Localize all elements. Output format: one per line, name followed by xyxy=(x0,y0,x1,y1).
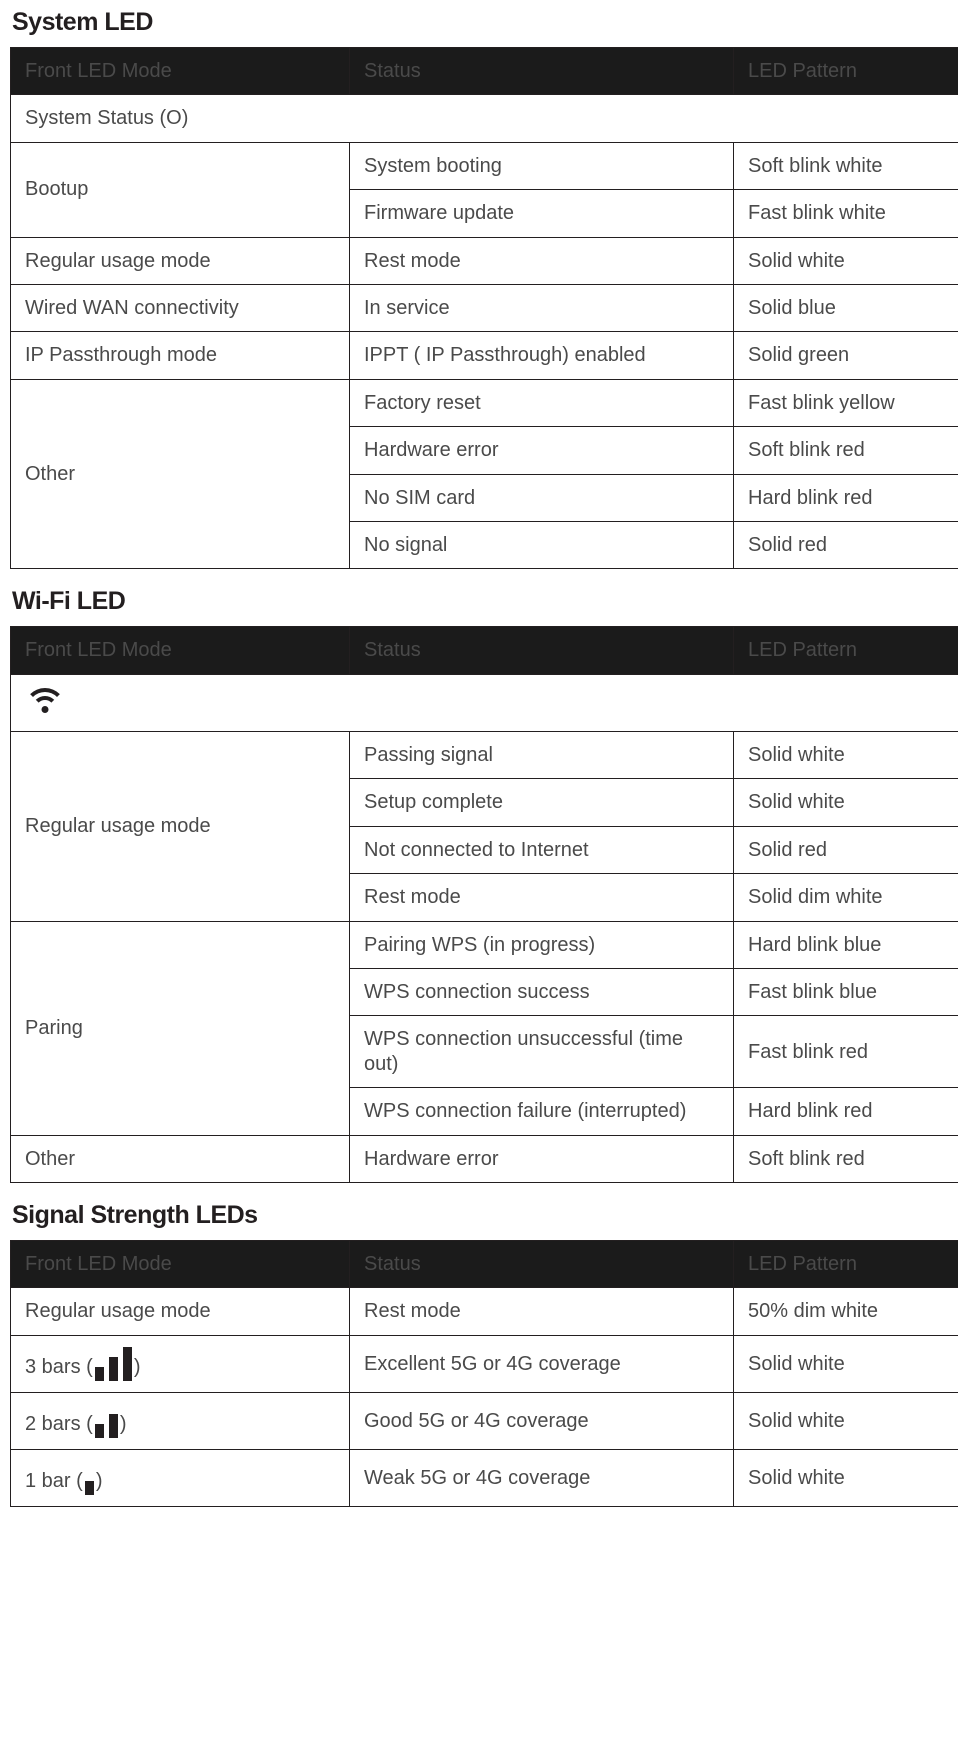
column-header: Status xyxy=(350,48,734,95)
led-status-cell: Rest mode xyxy=(350,237,734,284)
led-pattern-cell: Solid dim white xyxy=(734,874,958,921)
led-pattern-cell: Solid red xyxy=(734,826,958,873)
led-table xyxy=(10,626,958,1183)
led-pattern-cell: Fast blink white xyxy=(734,190,958,237)
led-pattern-cell: 50% dim white xyxy=(734,1288,958,1335)
bars-label: 2 bars ( xyxy=(25,1412,93,1435)
bars-label-suffix: ) xyxy=(133,1355,141,1378)
led-sections xyxy=(10,8,948,1507)
table-row xyxy=(11,921,958,968)
led-pattern-cell: Solid green xyxy=(734,332,958,379)
led-mode-cell: Paring xyxy=(11,921,350,1135)
column-header: Status xyxy=(350,1240,734,1287)
section-title: Signal Strength LEDs xyxy=(12,1200,258,1229)
led-status-cell: Good 5G or 4G coverage xyxy=(350,1392,734,1449)
led-mode-cell: Regular usage mode xyxy=(11,1288,350,1335)
led-status-cell: Rest mode xyxy=(350,1288,734,1335)
table-row xyxy=(11,1335,958,1392)
led-pattern-cell: Solid white xyxy=(734,779,958,826)
signal-bars-icon xyxy=(85,1461,94,1495)
table-row xyxy=(11,1449,958,1506)
column-header: LED Pattern xyxy=(734,1240,958,1287)
led-mode-cell: Other xyxy=(11,1135,350,1182)
signal-bars-icon xyxy=(95,1347,132,1381)
table-header-row xyxy=(11,48,958,95)
led-status-cell: Excellent 5G or 4G coverage xyxy=(350,1335,734,1392)
section-title: System LED xyxy=(12,8,153,36)
led-mode-cell: Regular usage mode xyxy=(11,237,350,284)
led-table xyxy=(10,1240,958,1507)
led-status-cell: WPS connection failure (interrupted) xyxy=(350,1088,734,1135)
led-status-cell: Hardware error xyxy=(350,1135,734,1182)
table-icon-row xyxy=(11,674,958,731)
column-header: LED Pattern xyxy=(734,48,958,95)
led-pattern-cell: Soft blink red xyxy=(734,1135,958,1182)
section-title: Wi-Fi LED xyxy=(12,587,126,616)
signal-bars-icon xyxy=(95,1404,118,1438)
led-pattern-cell: Hard blink blue xyxy=(734,921,958,968)
table-row xyxy=(11,332,958,379)
led-pattern-cell: Solid white xyxy=(734,1392,958,1449)
led-status-cell: Rest mode xyxy=(350,874,734,921)
bars-label-suffix: ) xyxy=(95,1469,103,1492)
table-row xyxy=(11,379,958,426)
table-header-row xyxy=(11,627,958,674)
led-mode-cell: IP Passthrough mode xyxy=(11,332,350,379)
led-mode-cell xyxy=(11,1392,350,1449)
table-subhead-row xyxy=(11,95,958,142)
led-status-cell: Weak 5G or 4G coverage xyxy=(350,1449,734,1506)
led-pattern-cell: Fast blink yellow xyxy=(734,379,958,426)
led-status-cell: Pairing WPS (in progress) xyxy=(350,921,734,968)
signal-bar xyxy=(85,1481,94,1495)
led-mode-cell: Wired WAN connectivity xyxy=(11,284,350,331)
led-status-cell: No SIM card xyxy=(350,474,734,521)
column-header: Status xyxy=(350,627,734,674)
bars-label-suffix: ) xyxy=(119,1412,127,1435)
led-pattern-cell: Solid red xyxy=(734,521,958,568)
document-page xyxy=(0,8,958,1535)
column-header: Front LED Mode xyxy=(11,1240,350,1287)
table-row xyxy=(11,1288,958,1335)
led-mode-cell: Regular usage mode xyxy=(11,732,350,922)
table-row xyxy=(11,1392,958,1449)
led-status-cell: WPS connection unsuccessful (time out) xyxy=(350,1016,734,1088)
led-mode-cell: Other xyxy=(11,379,350,569)
led-status-cell: Not connected to Internet xyxy=(350,826,734,873)
led-mode-cell xyxy=(11,1335,350,1392)
bars-label: 3 bars ( xyxy=(25,1355,93,1378)
led-mode-cell: Bootup xyxy=(11,142,350,237)
led-mode-cell xyxy=(11,1449,350,1506)
column-header: Front LED Mode xyxy=(11,627,350,674)
signal-bar xyxy=(109,1414,118,1438)
led-status-cell: No signal xyxy=(350,521,734,568)
led-status-cell: Passing signal xyxy=(350,732,734,779)
subsection-label: System Status (O) xyxy=(11,95,958,142)
led-status-cell: Hardware error xyxy=(350,427,734,474)
led-status-cell: Factory reset xyxy=(350,379,734,426)
led-pattern-cell: Fast blink blue xyxy=(734,969,958,1016)
led-table xyxy=(10,47,958,569)
signal-bar xyxy=(95,1424,104,1438)
column-header: Front LED Mode xyxy=(11,48,350,95)
led-pattern-cell: Solid blue xyxy=(734,284,958,331)
led-status-cell: In service xyxy=(350,284,734,331)
led-pattern-cell: Soft blink white xyxy=(734,142,958,189)
led-pattern-cell: Hard blink red xyxy=(734,474,958,521)
led-status-cell: Setup complete xyxy=(350,779,734,826)
led-pattern-cell: Solid white xyxy=(734,1335,958,1392)
column-header: LED Pattern xyxy=(734,627,958,674)
table-row xyxy=(11,284,958,331)
table-row xyxy=(11,1135,958,1182)
led-pattern-cell: Solid white xyxy=(734,237,958,284)
led-pattern-cell: Solid white xyxy=(734,732,958,779)
table-header-row xyxy=(11,1240,958,1287)
led-pattern-cell: Solid white xyxy=(734,1449,958,1506)
table-row xyxy=(11,237,958,284)
led-status-cell: WPS connection success xyxy=(350,969,734,1016)
bars-label: 1 bar ( xyxy=(25,1469,83,1492)
table-row xyxy=(11,142,958,189)
led-pattern-cell: Soft blink red xyxy=(734,427,958,474)
wifi-icon-cell xyxy=(11,674,958,731)
wifi-icon xyxy=(25,686,65,714)
table-row xyxy=(11,732,958,779)
led-status-cell: IPPT ( IP Passthrough) enabled xyxy=(350,332,734,379)
led-pattern-cell: Fast blink red xyxy=(734,1016,958,1088)
led-status-cell: System booting xyxy=(350,142,734,189)
signal-bar xyxy=(109,1357,118,1381)
signal-bar xyxy=(95,1367,104,1381)
led-pattern-cell: Hard blink red xyxy=(734,1088,958,1135)
led-status-cell: Firmware update xyxy=(350,190,734,237)
signal-bar xyxy=(123,1347,132,1381)
